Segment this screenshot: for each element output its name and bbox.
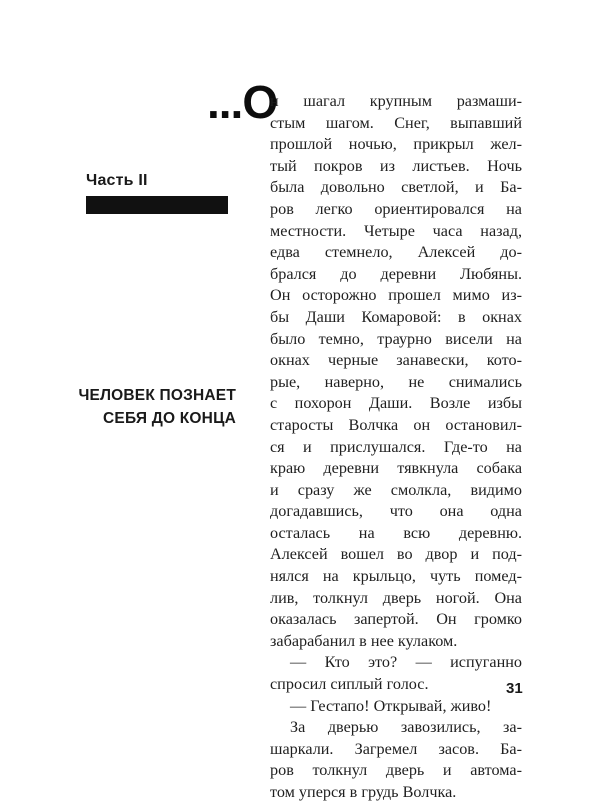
text-line: прошлой ночью, прикрыл жел- xyxy=(270,135,522,154)
text-line: тый покров из листьев. Ночь xyxy=(270,156,522,175)
text-line: осталась на всю деревню. xyxy=(270,523,522,542)
chapter-title xyxy=(70,384,236,430)
text-line: было темно, траурно висели на xyxy=(270,329,522,348)
chapter-title-line: ЧЕЛОВЕК ПОЗНАЕТ xyxy=(78,387,236,404)
text-line: брался до деревни Любяны. xyxy=(270,264,522,283)
drop-cap: ...О xyxy=(207,76,278,128)
text-line: местности. Четыре часа назад, xyxy=(270,221,522,240)
text-line: лив, толкнул дверь ногой. Она xyxy=(270,588,522,607)
text-line: спросил сиплый голос. xyxy=(270,675,429,694)
body-text xyxy=(270,91,522,804)
text-line: едва стемнело, Алексей до- xyxy=(270,243,522,262)
text-line: н шагал крупным размаши- xyxy=(270,92,522,110)
text-line: ров легко ориентировался на xyxy=(270,199,522,218)
part-label: Часть II xyxy=(86,172,148,189)
text-line: Алексей вошел во двор и под- xyxy=(270,545,522,564)
text-line: стым шагом. Снег, выпавший xyxy=(270,113,522,132)
text-line: — Гестапо! Открывай, живо! xyxy=(290,696,492,715)
part-divider-bar xyxy=(86,196,228,214)
text-line: Он осторожно прошел мимо из- xyxy=(270,286,522,305)
text-line: За дверью завозились, за- xyxy=(290,718,522,737)
text-line: старосты Волчка он остановил- xyxy=(270,415,522,434)
text-line: том уперся в грудь Волчка. xyxy=(270,783,457,801)
chapter-title-line: СЕБЯ ДО КОНЦА xyxy=(103,410,236,427)
text-line: бы Даши Комаровой: в окнах xyxy=(270,307,522,326)
text-line: краю деревни тявкнула собака xyxy=(270,459,522,478)
text-line: окнах черные занавески, кото- xyxy=(270,351,522,370)
text-line: забарабанил в нее кулаком. xyxy=(270,631,458,650)
text-line: оказалась запертой. Он громко xyxy=(270,610,522,629)
text-line: с похорон Даши. Возле избы xyxy=(270,394,522,413)
text-line: — Кто это? — испуганно xyxy=(290,653,522,672)
page-number: 31 xyxy=(506,680,523,697)
text-line: нялся на крыльцо, чуть помед- xyxy=(270,567,522,586)
text-line: рые, наверно, не снимались xyxy=(270,372,522,391)
text-line: шаркали. Загремел засов. Ба- xyxy=(270,739,522,758)
text-line: ров толкнул дверь и автома- xyxy=(270,761,522,780)
text-line: ся и прислушался. Где-то на xyxy=(270,437,522,456)
text-line: догадавшись, что она одна xyxy=(270,502,522,521)
text-line: и сразу же смолкла, видимо xyxy=(270,480,522,499)
text-line: была довольно светлой, и Ба- xyxy=(270,178,522,197)
